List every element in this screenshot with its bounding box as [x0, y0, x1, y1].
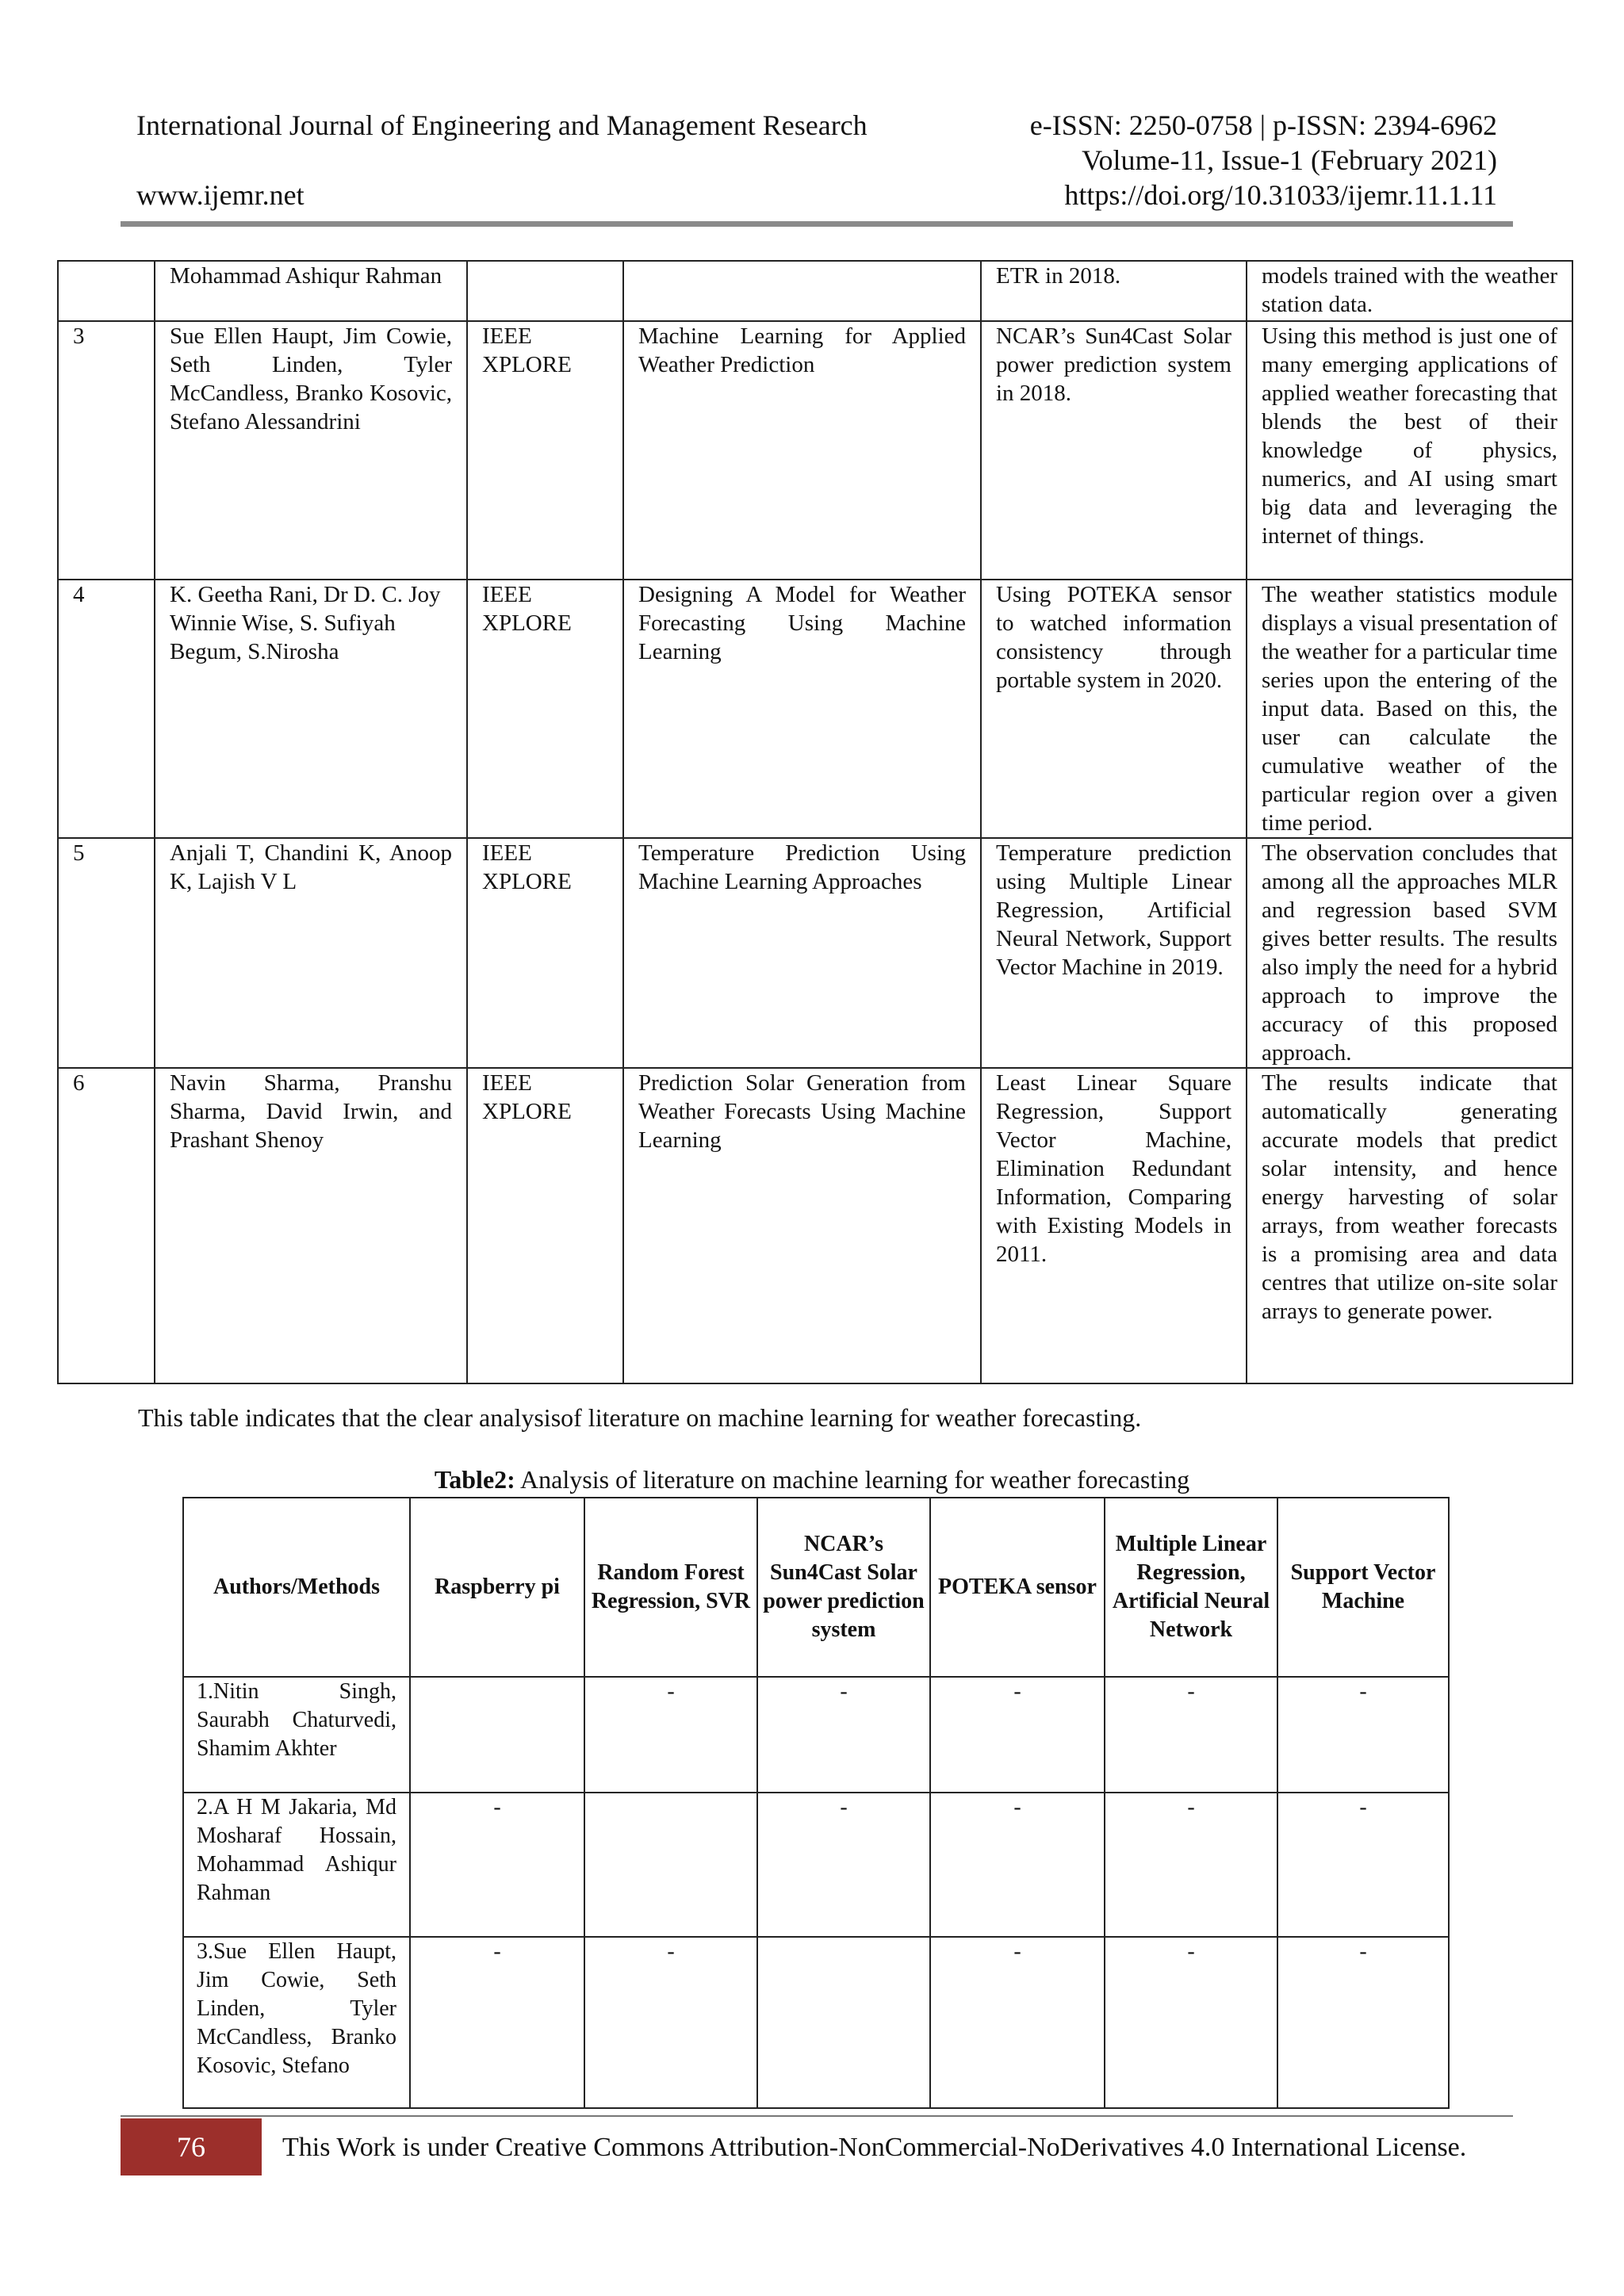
table-cell: [623, 261, 981, 321]
table-cell: [467, 261, 623, 321]
column-header: Random Forest Regression, SVR: [584, 1498, 757, 1677]
table-cell: -: [1105, 1937, 1277, 2108]
table-row: [58, 580, 1572, 838]
table-cell: Temperature Prediction Using Machine Learning Approaches: [623, 838, 981, 1068]
table-cell: [410, 1677, 584, 1793]
table-cell: Mohammad Ashiqur Rahman: [155, 261, 467, 321]
table-cell: Machine Learning for Applied Weather Prediction: [623, 321, 981, 580]
table-cell: -: [1277, 1677, 1449, 1793]
table-cell: -: [1277, 1937, 1449, 2108]
journal-name: International Journal of Engineering and Management Research: [136, 109, 868, 141]
issn: e-ISSN: 2250-0758 | p-ISSN: 2394-6962: [1029, 109, 1497, 141]
literature-table: [57, 260, 1573, 1384]
website-link[interactable]: www.ijemr.net: [136, 179, 304, 211]
table-cell: 2.A H M Jakaria, Md Mosharaf Hossain, Mohammad Ashiqur Rahman: [183, 1793, 410, 1937]
table-cell: Least Linear Square Regression, Support Vector Machine, Elimination Redundant Information, Comparing with Existing Models in 2011.: [981, 1068, 1247, 1383]
column-header: Support Vector Machine: [1277, 1498, 1449, 1677]
table-row: [58, 838, 1572, 1068]
table-cell: [757, 1937, 930, 2108]
page-number: 76: [121, 2118, 262, 2175]
column-header: POTEKA sensor: [930, 1498, 1105, 1677]
table-cell: Anjali T, Chandini K, Anoop K, Lajish V L: [155, 838, 467, 1068]
column-header: Raspberry pi: [410, 1498, 584, 1677]
table-cell: Designing A Model for Weather Forecasting Using Machine Learning: [623, 580, 981, 838]
column-header: NCAR’s Sun4Cast Solar power prediction system: [757, 1498, 930, 1677]
column-header: Authors/Methods: [183, 1498, 410, 1677]
table-cell: 3.Sue Ellen Haupt, Jim Cowie, Seth Linden, Tyler McCandless, Branko Kosovic, Stefano: [183, 1937, 410, 2108]
table2-title: [0, 1464, 1624, 1495]
table-cell: -: [930, 1677, 1105, 1793]
header-divider: [121, 221, 1513, 227]
table-cell: NCAR’s Sun4Cast Solar power prediction system in 2018.: [981, 321, 1247, 580]
table-cell: -: [584, 1937, 757, 2108]
table-cell: 1.Nitin Singh, Saurabh Chaturvedi, Shamim Akhter: [183, 1677, 410, 1793]
table-cell: Using this method is just one of many emerging applications of applied weather forecasting that blends the best of their knowledge of physics, numerics, and AI using smart big data and leveraging the internet of things.: [1247, 321, 1572, 580]
table-cell: -: [410, 1937, 584, 2108]
table2-title-text: Analysis of literature on machine learning for weather forecasting: [515, 1465, 1190, 1494]
table-cell: -: [410, 1793, 584, 1937]
table-row: [183, 1793, 1449, 1937]
table-cell: The results indicate that automatically generating accurate models that predict solar intensity, and hence energy harvesting of solar arrays, from weather forecasts is a promising area and data centres that utilize on-site solar arrays to generate power.: [1247, 1068, 1572, 1383]
analysis-table: [182, 1497, 1450, 2109]
column-header: Multiple Linear Regression, Artificial Neural Network: [1105, 1498, 1277, 1677]
table-cell: K. Geetha Rani, Dr D. C. Joy Winnie Wise, S. Sufiyah Begum, S.Nirosha: [155, 580, 467, 838]
table-cell: Temperature prediction using Multiple Linear Regression, Artificial Neural Network, Support Vector Machine in 2019.: [981, 838, 1247, 1068]
table-row: [183, 1937, 1449, 2108]
volume-issue: Volume-11, Issue-1 (February 2021): [1082, 144, 1497, 176]
table-cell: -: [1277, 1793, 1449, 1937]
table-cell: [58, 261, 155, 321]
table-header-row: [183, 1498, 1449, 1677]
table-cell: IEEE XPLORE: [467, 321, 623, 580]
table-cell: 5: [58, 838, 155, 1068]
table-cell: IEEE XPLORE: [467, 580, 623, 838]
table-cell: models trained with the weather station data.: [1247, 261, 1572, 321]
table-cell: Prediction Solar Generation from Weather Forecasts Using Machine Learning: [623, 1068, 981, 1383]
doi-link[interactable]: https://doi.org/10.31033/ijemr.11.1.11: [1064, 179, 1497, 211]
table-cell: IEEE XPLORE: [467, 838, 623, 1068]
table-cell: -: [1105, 1793, 1277, 1937]
table-cell: [584, 1793, 757, 1937]
footer-divider: [121, 2115, 1513, 2117]
table-caption: This table indicates that the clear analysisof literature on machine learning for weather forecasting.: [138, 1403, 1142, 1432]
table-cell: 4: [58, 580, 155, 838]
table-cell: -: [930, 1793, 1105, 1937]
table2-label: Table2:: [434, 1465, 515, 1494]
table-cell: 6: [58, 1068, 155, 1383]
license-notice: This Work is under Creative Commons Attribution-NonCommercial-NoDerivatives 4.0 International License.: [282, 2133, 1467, 2162]
table-cell: IEEE XPLORE: [467, 1068, 623, 1383]
table-cell: The observation concludes that among all the approaches MLR and regression based SVM gives better results. The results also imply the need for a hybrid approach to improve the accuracy of this proposed approach.: [1247, 838, 1572, 1068]
table-cell: -: [930, 1937, 1105, 2108]
table-cell: -: [757, 1793, 930, 1937]
table-cell: The weather statistics module displays a visual presentation of the weather for a particular time series upon the entering of the input data. Based on this, the user can calculate the cumulative weather of the particular region over a given time period.: [1247, 580, 1572, 838]
table-cell: Sue Ellen Haupt, Jim Cowie, Seth Linden, Tyler McCandless, Branko Kosovic, Stefano Alessandrini: [155, 321, 467, 580]
table-cell: -: [1105, 1677, 1277, 1793]
table-cell: -: [757, 1677, 930, 1793]
table-row: [58, 321, 1572, 580]
table-cell: 3: [58, 321, 155, 580]
table-cell: ETR in 2018.: [981, 261, 1247, 321]
table-cell: -: [584, 1677, 757, 1793]
table-cell: Using POTEKA sensor to watched information consistency through portable system in 2020.: [981, 580, 1247, 838]
table-row: [58, 261, 1572, 321]
table-row: [183, 1677, 1449, 1793]
table-row: [58, 1068, 1572, 1383]
table-cell: Navin Sharma, Pranshu Sharma, David Irwin, and Prashant Shenoy: [155, 1068, 467, 1383]
